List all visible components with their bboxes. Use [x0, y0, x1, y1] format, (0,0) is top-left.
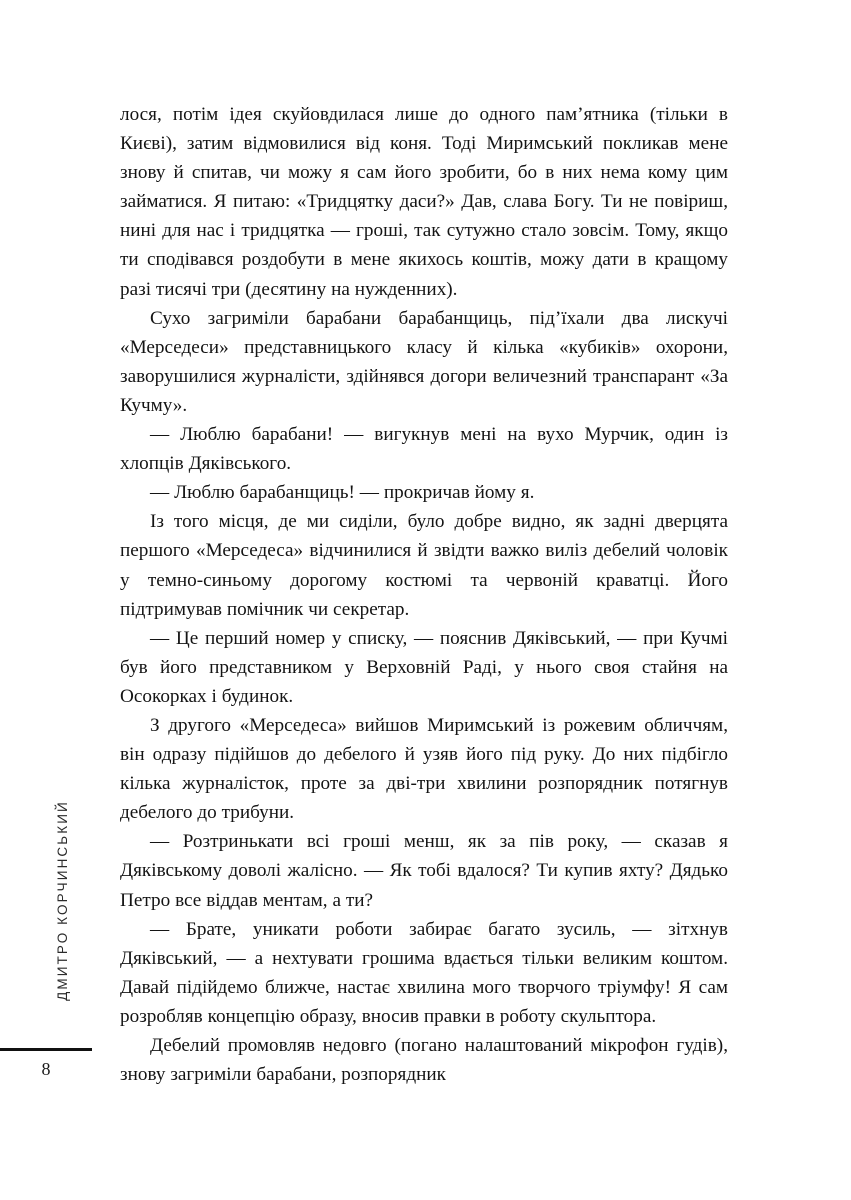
body-text-column: [120, 100, 728, 1089]
paragraph: — Люблю барабанщиць! — прокричав йому я.: [150, 482, 535, 504]
paragraph: Сухо загриміли барабани барабанщиць, під’їхали два лискучі «Мерседеси» представницького класу й кілька «кубиків» охорони, заворушилися журналісти, здійнявся догори величезний транспарант «За Кучму».: [120, 307, 728, 416]
paragraph: — Люблю барабани! — вигукнув мені на вухо Мурчик, один із хлопців Дяківського.: [120, 424, 728, 475]
paragraph: лося, потім ідея скуйовдилася лише до одного пам’ятника (тільки в Києві), затим відмовилися від коня. Тоді Миримський покликав мене знову й спитав, чи можу я сам його зробити, бо в них нема кому цим займатися. Я питаю: «Тридцятку даси?» Дав, слава Богу. Ти не повіриш, нині для нас і тридцятка — гроші, так сутужно стало зовсім. Тому, якщо ти сподівався роздобути в мене якихось коштів, можу дати в кращому разі тисячі три (десятину на нужденних).: [120, 104, 728, 300]
folio-rule: [0, 1048, 92, 1051]
paragraph: — Це перший номер у списку, — пояснив Дяківський, — при Кучмі був його представником у Верховній Раді, у нього своя стайня на Осокорках і будинок.: [120, 627, 728, 707]
paragraph: Із того місця, де ми сиділи, було добре видно, як задні дверцята першого «Мерседеса» відчинилися й звідти важко виліз дебелий чоловік у темно-синьому дорогому костюмі та червоній краватці. Його підтримував помічник чи секретар.: [120, 511, 728, 620]
paragraph: Дебелий промовляв недовго (погано налаштований мікрофон гудів), знову загриміли барабани, розпорядник: [120, 1035, 728, 1086]
running-head-author-rail: [0, 760, 124, 1040]
paragraph: — Брате, уникати роботи забирає багато зусиль, — зітхнув Дяківський, — а нехтувати грошима вдається тільки великим коштом. Давай підійдемо ближче, настає хвилина мого творчого тріумфу! Я сам розробляв концепцію образу, вносив правки в роботу скульптора.: [120, 918, 728, 1027]
paragraph: З другого «Мерседеса» вийшов Миримський із рожевим обличчям, він одразу підійшов до дебелого й узяв його під руку. До них підбігло кілька журналісток, проте за дві-три хвилини розпорядник потягнув дебелого до трибуни.: [120, 714, 728, 824]
running-head-author-name: ДМИТРО КОРЧИНСЬКИЙ: [54, 799, 70, 1001]
folio: [0, 1048, 124, 1078]
paragraph: — Розтринькати всі гроші менш, як за пів року, — сказав я Дяківському доволі жалісно. — Як тобі вдалося? Ти купив яхту? Дядько Петро все віддав ментам, а ти?: [120, 831, 728, 911]
page-number: 8: [41, 1059, 51, 1079]
